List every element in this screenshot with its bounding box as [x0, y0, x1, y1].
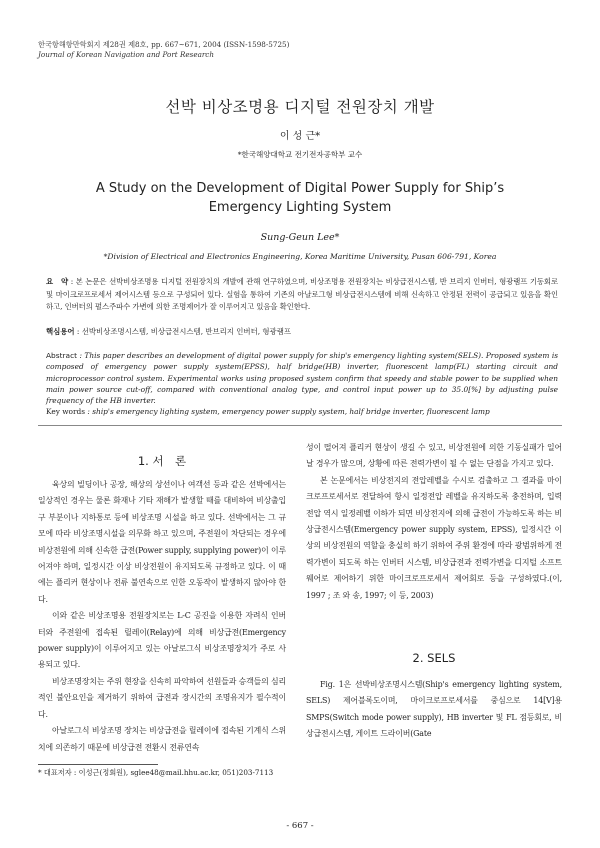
paragraph: 육상의 빌딩이나 공장, 해상의 상선이나 여객선 등과 같은 선박에서는 일상적인 경우는 물론 화재나 기타 재해가 발생할 때를 대비하여 비상출입구 부분이나 지하통로 등에 비상조명 시설을 하고 있다. 선박에서는 그 규모에 따라 비상조명시설을 의무화 하고 있으며, 주전원이 차단되는 경우에 비상전원에 의해 신속한 급전(Power supply, supplying power)이 이루어져야 하며, 일정시간 이상 비상전원이 유지되도록 규정하고 있다. 이 때에는 플리커 현상이나 전류 불연속으로 인한 오동작이 발생하지 않아야 한다. — [38, 480, 286, 604]
paper-title-en-line2: Emergency Lighting System — [208, 200, 392, 215]
paragraph: 비상조명장치는 주위 현장을 신속히 파악하여 선원들과 승객들의 심리적인 불안요인을 제거하기 위하여 급전과 장시간의 조명유지가 필수적이다. — [38, 676, 286, 719]
keywords-en-label: Key words — [46, 407, 86, 416]
author-ko: 이 성 근* — [279, 131, 321, 142]
abstract-en-label: Abstract — [46, 351, 78, 360]
section-divider — [38, 425, 562, 426]
abstract-en — [46, 350, 558, 406]
keywords-en — [46, 406, 558, 418]
section-2-heading: 2. SELS — [412, 651, 456, 665]
abstract-ko-label: 요 약 — [46, 277, 69, 286]
paper-title-en-line1: A Study on the Development of Digital Power Supply for Ship’s — [95, 181, 505, 196]
affiliation-en: *Division of Electrical and Electronics Engineering, Korea Maritime University, Pusan 606-791, Korea — [103, 252, 497, 261]
keywords-ko-text: : 선박비상조명시스템, 비상급전시스템, 반브리지 인버터, 형광램프 — [76, 327, 291, 336]
section-1-heading: 1. 서 론 — [137, 454, 187, 468]
keywords-ko-label: 핵심용어 — [46, 327, 75, 336]
keywords-ko — [46, 326, 558, 338]
journal-name-en: Journal of Korean Navigation and Port Research — [38, 50, 214, 59]
footnote: * 대표저자 : 이성근(정회원), sglee48@mail.hhu.ac.kr, 051)203-7113 — [38, 768, 274, 777]
section-2-body — [306, 677, 562, 743]
journal-citation: 한국항해항만학회지 제28권 제8호, pp. 667~671, 2004 (ISSN-1598-5725) — [38, 40, 290, 49]
footnote-rule — [38, 764, 158, 765]
page-number: - 667 - — [286, 821, 314, 831]
paragraph: 아날로그식 비상조명 장치는 비상급전을 릴레이에 접속된 기계식 스위치에 의존하기 때문에 비상급전 전환시 전류연속 — [38, 726, 286, 752]
paragraph: 이와 같은 비상조명용 전원장치로는 L-C 공진을 이용한 자려식 인버터와 주전원에 접속된 릴레이(Relay)에 의해 비상급전(Emergency power supply)이 이루어지고 있는 아날로그식 비상조명장치가 주로 사용되고 있다. — [38, 611, 286, 670]
abstract-en-text: : This paper describes an development of digital power supply for ship's emergency lighting system(SELS). Proposed system is composed of emergency power supply system(EPSS), half bridge(HB) inverter, fluorescent lamp(FL) starting circuit and microprocessor control system. Experimental works using proposed system confirm that speedy and stable power to be supplied when main power source cut-off, compared with conventional analog type, and control input power up to 35.0[%] by adjusting pulse frequency of the HB inverter. — [46, 351, 558, 406]
paragraph: 성이 떨어져 플리커 현상이 생길 수 있고, 비상전원에 의한 기동실패가 일어날 경우가 많으며, 상황에 따른 전력가변이 될 수 없는 단점을 가지고 있다. — [306, 443, 562, 469]
affiliation-ko: *한국해양대학교 전기전자공학부 교수 — [237, 150, 363, 159]
paragraph: 본 논문에서는 비상전지의 전압레벨을 수시로 검출하고 그 결과를 마이크로프로세서로 전달하여 항시 일정전압 레벨을 유지하도록 충전하며, 입력전압 역시 일정레벨 이하가 되면 비상전지에 의해 급전이 가능하도록 하는 비상급전시스템(Emergency power supply system, EPSS), 일정시간 이상의 비상전원의 역할을 충실히 하기 위하여 주위 환경에 따라 광범위하게 전력가변이 되도록 하는 인버터 시스템, 비상급전과 전력가변을 디지털 소프트웨어로 제어하기 위한 마이크로프로세서 제어회로 등을 구성하였다.(이, 1997 ; 조 와 송, 1997; 이 등, 2003) — [306, 475, 562, 600]
right-column-body — [306, 440, 562, 604]
paragraph: Fig. 1은 선박비상조명시스템(Ship's emergency lighting system, SELS) 제어블록도이며, 마이크로프로세서를 중심으로 14[V]용 SMPS(Switch mode power supply), HB inverter 및 FL 점등회로, 비상급전시스템, 게이트 드라이버(Gate — [306, 680, 562, 739]
keywords-en-text: : ship's emergency lighting system, emergency power supply system, half bridge inverter, fluorescent lamp — [87, 407, 490, 416]
abstract-ko — [46, 276, 558, 314]
section-1-body — [38, 477, 286, 756]
abstract-ko-text: : 본 논문은 선박비상조명용 디지털 전원장치의 개발에 관해 연구하였으며, 비상조명용 전원장치는 비상급전시스템, 반 브리지 인버터, 형광램프 기동회로 및 마이크로프로세서 제어시스템 등으로 구성되어 있다. 실험을 통하여 기존의 아날로그형 비상급전시스템에 비해 신속하고 안정된 전력이 공급되고 있음을 확인하고, 인버터의 펄스주파수 가변에 의한 조명제어가 잘 이루어지고 있음을 확인한다. — [46, 277, 558, 311]
paper-title-ko: 선박 비상조명용 디지털 전원장치 개발 — [165, 98, 435, 116]
author-en: Sung-Geun Lee* — [260, 232, 340, 243]
